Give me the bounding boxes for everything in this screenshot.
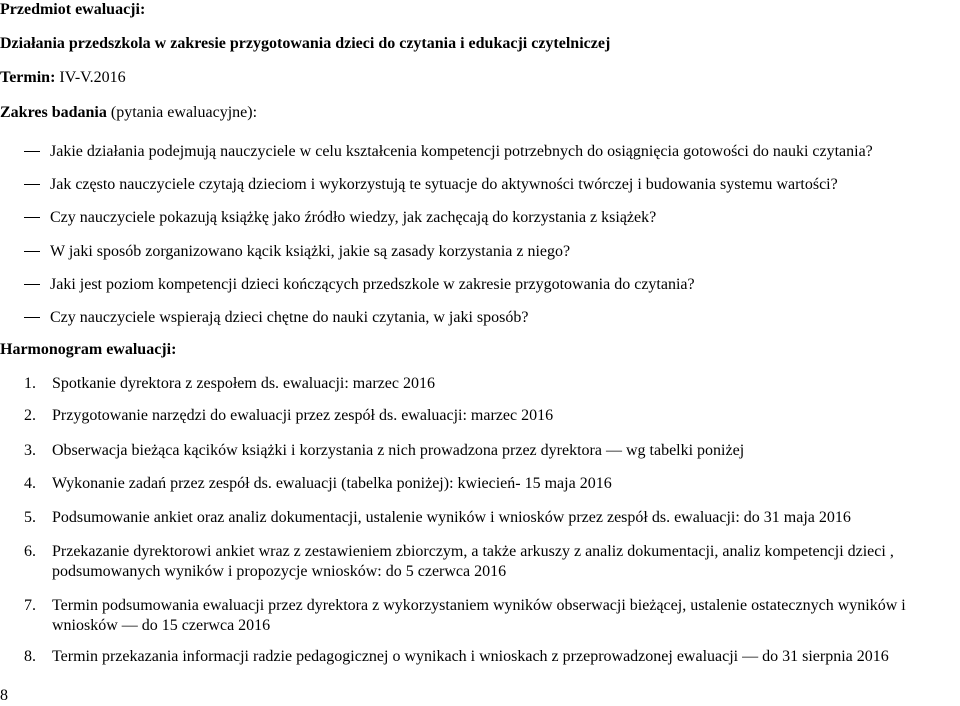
question-item	[24, 142, 873, 162]
term-line	[0, 68, 126, 88]
schedule-heading: Harmonogram ewaluacji:	[0, 341, 177, 358]
scope-label: Zakres badania	[0, 104, 107, 121]
question-item	[24, 242, 570, 262]
schedule-text: Podsumowanie ankiet oraz analiz dokumentacji, ustalenie wyników i wniosków przez zespół ds. ewaluacji: do 31 maja 2016	[52, 509, 851, 526]
question-item	[24, 175, 838, 195]
question-text: Czy nauczyciele pokazują książkę jako źródło wiedzy, jak zachęcają do korzystania z książek?	[50, 209, 657, 226]
schedule-text: Przekazanie dyrektorowi ankiet wraz z zestawieniem zbiorczym, a także arkuszy z analiz dokumentacji, analiz kompetencji dzieci , podsumowanych wyników i propozycje wniosków: do 5 czerwca 2016	[52, 543, 894, 580]
subject-title: Działania przedszkola w zakresie przygotowania dzieci do czytania i edukacji czytelniczej	[0, 35, 611, 52]
question-item	[24, 208, 656, 228]
question-text: W jaki sposób zorganizowano kącik książki, jakie są zasady korzystania z niego?	[50, 243, 571, 260]
dash-bullet-icon	[24, 151, 40, 152]
schedule-number: 4.	[24, 475, 36, 492]
question-item	[24, 308, 528, 328]
question-text: Czy nauczyciele wspierają dzieci chętne do nauki czytania, w jaki sposób?	[50, 309, 529, 326]
schedule-number: 2.	[24, 407, 36, 424]
question-text: Jaki jest poziom kompetencji dzieci kończących przedszkole w zakresie przygotowania do czytania?	[50, 276, 695, 293]
schedule-text: Obserwacja bieżąca kącików książki i korzystania z nich prowadzona przez dyrektora — wg tabelki poniżej	[52, 442, 745, 459]
schedule-text: Przygotowanie narzędzi do ewaluacji przez zespół ds. ewaluacji: marzec 2016	[52, 407, 554, 424]
schedule-number: 8.	[24, 648, 36, 665]
question-item	[24, 275, 695, 295]
term-value: IV-V.2016	[59, 69, 126, 86]
dash-bullet-icon	[24, 284, 40, 285]
question-text: Jakie działania podejmują nauczyciele w celu kształcenia kompetencji potrzebnych do osiągnięcia gotowości do nauki czytania?	[50, 143, 873, 160]
schedule-text: Wykonanie zadań przez zespół ds. ewaluacji (tabelka poniżej): kwiecień- 15 maja 2016	[52, 475, 612, 492]
scope-line	[0, 103, 257, 123]
dash-bullet-icon	[24, 251, 40, 252]
dash-bullet-icon	[24, 317, 40, 318]
page-number: 8	[0, 687, 8, 704]
scope-note: (pytania ewaluacyjne):	[110, 104, 258, 121]
schedule-number: 7.	[24, 597, 36, 614]
dash-bullet-icon	[24, 217, 40, 218]
question-text: Jak często nauczyciele czytają dzieciom i wykorzystują te sytuacje do aktywności twórczej i budowania systemu wartości?	[50, 176, 838, 193]
schedule-text: Termin przekazania informacji radzie pedagogicznej o wynikach i wnioskach z przeprowadzonej ewaluacji — do 31 sierpnia 2016	[52, 648, 889, 665]
dash-bullet-icon	[24, 184, 40, 185]
schedule-number: 3.	[24, 442, 36, 459]
schedule-number: 1.	[24, 375, 36, 392]
schedule-number: 6.	[24, 543, 36, 560]
schedule-number: 5.	[24, 509, 36, 526]
subject-label: Przedmiot ewaluacji:	[0, 1, 146, 18]
schedule-text: Spotkanie dyrektora z zespołem ds. ewaluacji: marzec 2016	[52, 375, 435, 392]
schedule-text: Termin podsumowania ewaluacji przez dyrektora z wykorzystaniem wyników obserwacji bieżącej, ustalenie ostatecznych wyników i wniosków — do 15 czerwca 2016	[52, 597, 906, 634]
term-label: Termin:	[0, 69, 56, 86]
